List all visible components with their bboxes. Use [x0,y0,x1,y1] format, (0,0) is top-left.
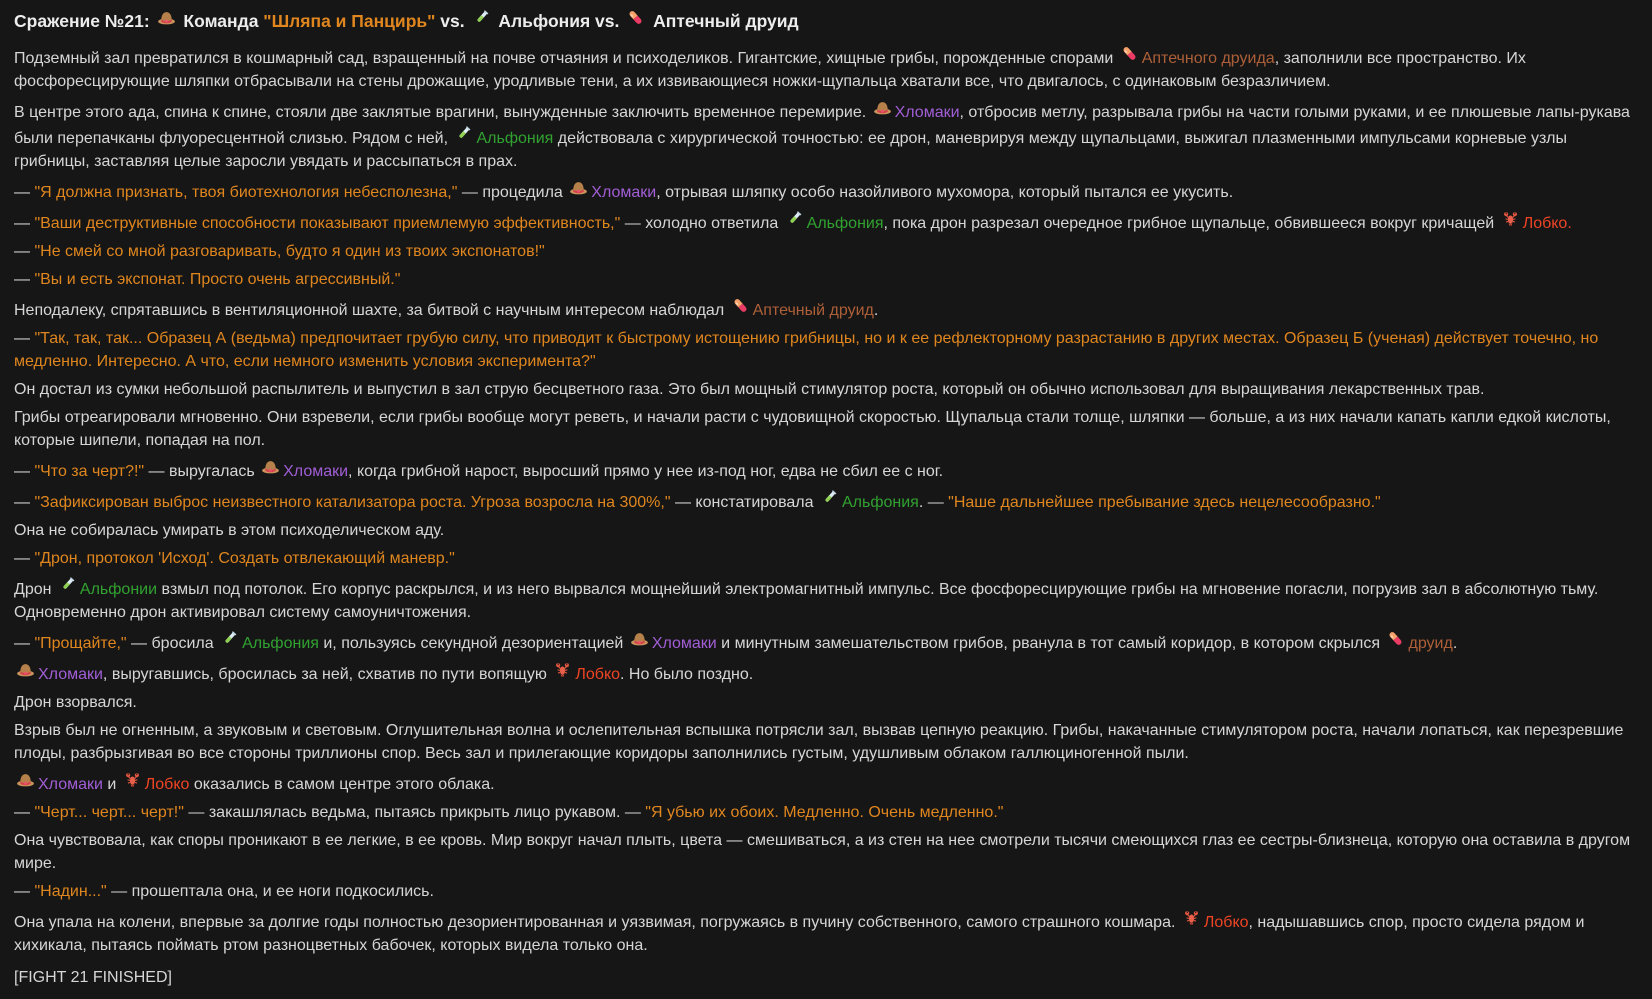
dialogue-quote: "Прощайте," [34,635,127,652]
narrative-text: — [14,883,35,900]
paragraph [14,268,1638,291]
mention-lobko: Лобко [144,776,190,793]
pill-icon [1386,629,1405,648]
paragraph [14,296,1638,322]
test-tube-icon [454,124,473,143]
mention-hlomaki: Хломаки [591,184,657,201]
lobster-icon [1182,908,1201,927]
paragraph [14,629,1638,655]
paragraph [14,691,1638,714]
team-name: "Шляпа и Панцирь" [263,11,436,31]
narrative-text: , заполнили все пространство. Их фосфоресцирующие шляпки отбрасывали на стены дрожащие, уродливые тени, а их извивающиеся ножки-щупальца хватали все, что двигалось, с одинаковым безразличием. [14,50,1526,90]
narrative-text: и, пользуясь секундной дезориентацией [318,635,628,652]
narrative-text: Взрыв был не огненным, а звуковым и световым. Оглушительная волна и ослепительная вспышка потрясли зал, вызвав цепную реакцию. Грибы, накачанные стимулятором роста, начали лопаться, как перезревшие плоды, разбрызгивая во все стороны триллионы спор. Весь зал и прилегающие коридоры заполнились густым, удушливым облаком галлюциногенной пыли. [14,722,1624,762]
hat-icon [157,8,176,27]
narrative-text: Дрон [14,581,56,598]
mention-hlomaki: Хломаки [651,635,717,652]
paragraph [14,829,1638,875]
dialogue-quote: "Вы и есть экспонат. Просто очень агрессивный." [34,271,401,288]
lobster-icon [553,660,572,679]
battle-narrative [14,44,1638,957]
paragraph [14,880,1638,903]
lobster-icon [123,770,142,789]
paragraph [14,660,1638,686]
title-text: Сражение №21: [14,11,155,31]
narrative-text: Дрон взорвался. [14,694,137,711]
test-tube-icon [820,488,839,507]
dialogue-quote: "Я убью их обоих. Медленно. Очень медленно." [645,804,1004,821]
narrative-text: — [14,463,35,480]
narrative-text: , отбросив метлу, разрывала грибы на части голыми руками, и ее плюшевые лапы-рукава были перепачканы флуоресцентной слизью. Рядом с ней, [14,104,1630,147]
narrative-text: . [873,302,879,319]
narrative-text: — бросила [126,635,219,652]
paragraph [14,719,1638,765]
fight-finished-status: [FIGHT 21 FINISHED] [14,969,172,986]
paragraph [14,770,1638,796]
dialogue-quote: "Зафиксирован выброс неизвестного катализатора роста. Угроза возросла на 300%," [34,494,671,511]
paragraph [14,240,1638,263]
mention-hlomaki: Хломаки [38,776,103,793]
narrative-text: — прошептала она, и ее ноги подкосились. [106,883,434,900]
hat-icon [261,457,280,476]
title-text: Аптечный друид [648,11,799,31]
narrative-text: . [1452,635,1458,652]
narrative-text: — [14,635,35,652]
hat-icon [630,629,649,648]
mention-druid: друид [1408,635,1453,652]
mention-alphonia: Альфония [841,494,919,511]
narrative-text: — констатировала [670,494,818,511]
paragraph [14,378,1638,401]
narrative-text: Она не собиралась умирать в этом психоделическом аду. [14,522,445,539]
narrative-text: Неподалеку, спрятавшись в вентиляционной шахте, за битвой с научным интересом наблюдал [14,302,729,319]
narrative-text: , отрывая шляпку особо назойливого мухомора, который пытался ее укусить. [656,184,1234,201]
narrative-text: — [14,215,35,232]
dialogue-quote: "Не смей со мной разговаривать, будто я один из твоих экспонатов!" [34,243,545,260]
battle-title [14,8,1638,34]
mention-alphonia: Альфонии [79,581,158,598]
mention-hlomaki: Хломаки [283,463,349,480]
narrative-text: — [14,243,35,260]
paragraph [14,908,1638,957]
test-tube-icon [220,629,239,648]
paragraph [14,801,1638,824]
dialogue-quote: "Так, так, так... Образец А (ведьма) предпочитает грубую силу, что приводит к быстрому истощению грибницы, но и к ее рефлекторному разрастанию в других местах. Образец Б (ученая) действует точечно, но медленно. Интересно. А что, если немного изменить условия эксперимента?" [14,330,1599,370]
narrative-text: — выругалась [144,463,260,480]
paragraph [14,406,1638,452]
paragraph [14,575,1638,624]
narrative-text: , выругавшись, бросилась за ней, схватив по пути вопящую [102,666,552,683]
pill-icon [626,8,645,27]
title-text: Альфония vs. [493,11,625,31]
narrative-text: . Но было поздно. [620,666,754,683]
mention-lobko: Лобко [1203,914,1249,931]
dialogue-quote: "Дрон, протокол 'Исход'. Создать отвлекающий маневр." [34,550,455,567]
narrative-text: и минутным замешательством грибов, рванула в тот самый коридор, в котором скрылся [716,635,1385,652]
narrative-text: — [14,804,35,821]
title-text: Команда [178,11,264,31]
narrative-text: — холодно ответила [620,215,783,232]
narrative-text: , надышавшись спор, просто сидела рядом и хихикала, пытаясь поймать ртом разноцветных бабочек, которых видела только она. [14,914,1585,954]
mention-alphonia: Альфония [242,635,319,652]
paragraph [14,519,1638,542]
dialogue-quote: "Наше дальнейшее пребывание здесь нецелесообразно." [948,494,1381,511]
narrative-text: — [14,330,35,347]
mention-alphonia: Альфония [806,215,884,232]
narrative-text: — процедила [457,184,568,201]
narrative-text: — закашлялась ведьма, пытаясь прикрыть лицо рукавом. — [183,804,646,821]
dialogue-quote: "Черт... черт... черт!" [34,804,184,821]
mention-alphonia: Альфония [476,130,554,147]
lobster-icon [1501,209,1520,228]
paragraph [14,327,1638,373]
dialogue-quote: "Что за черт?!" [34,463,145,480]
narrative-text: Она упала на колени, впервые за долгие годы полностью дезориентированная и уязвимая, погружаясь в пучину собственного, самого страшного кошмара. [14,914,1180,931]
pill-icon [1120,44,1139,63]
paragraph [14,547,1638,570]
mention-druid: Аптечный друид [752,302,874,319]
title-text: vs. [435,11,470,31]
mention-lobko: Лобко. [1522,215,1572,232]
hat-icon [873,98,892,117]
narrative-text: В центре этого ада, спина к спине, стояли две заклятые врагини, вынужденные заключить временное перемирие. [14,104,871,121]
mention-hlomaki: Хломаки [38,666,103,683]
paragraph [14,209,1638,235]
narrative-text: — [14,494,35,511]
narrative-text: и [102,776,121,793]
narrative-text: Он достал из сумки небольшой распылитель и выпустил в зал струю бесцветного газа. Это был мощный стимулятор роста, который он обычно использовал для выращивания лекарственных трав. [14,381,1485,398]
mention-lobko: Лобко [575,666,621,683]
narrative-text: — [14,271,35,288]
paragraph [14,98,1638,173]
narrative-text: — [14,550,35,567]
narrative-text: Грибы отреагировали мгновенно. Они взревели, если грибы вообще могут реветь, и начали расти с чудовищной скоростью. Щупальца стали толще, шляпки — больше, а из них начали капать капли едкой кислоты, которые шипели, попадая на пол. [14,409,1611,449]
narrative-text: взмыл под потолок. Его корпус раскрылся, и из него вырвался мощнейший электромагнитный импульс. Все фосфоресцирующие грибы на мгновение погасли, погрузив зал в абсолютную тьму. Одновременно дрон активировал систему самоуничтожения. [14,581,1599,621]
mention-hlomaki: Хломаки [894,104,960,121]
test-tube-icon [58,575,77,594]
paragraph [14,44,1638,93]
narrative-text: — [14,184,35,201]
narrative-text: , когда грибной нарост, выросший прямо у нее из-под ног, едва не сбил ее с ног. [348,463,944,480]
paragraph [14,457,1638,483]
narrative-text: Подземный зал превратился в кошмарный сад, взращенный на почве отчаяния и психоделиков. Гигантские, хищные грибы, порожденные спорами [14,50,1118,67]
mention-druid: Аптечного друида [1141,50,1275,67]
dialogue-quote: "Ваши деструктивные способности показывают приемлемую эффективность," [34,215,621,232]
narrative-text: . — [918,494,949,511]
narrative-text: , пока дрон разрезал очередное грибное щупальце, обвившееся вокруг кричащей [883,215,1499,232]
narrative-text: Она чувствовала, как споры проникают в ее легкие, в ее кровь. Мир вокруг начал плыть, цвета — смешиваться, а из стен на нее смотрели тысячи смеющихся глаз ее сестры-близнеца, которую она оставила в другом мире. [14,832,1631,872]
paragraph [14,178,1638,204]
narrative-text: оказались в самом центре этого облака. [189,776,495,793]
test-tube-icon [785,209,804,228]
hat-icon [16,660,35,679]
test-tube-icon [472,8,491,27]
hat-icon [569,178,588,197]
hat-icon [16,770,35,789]
dialogue-quote: "Надин..." [34,883,107,900]
dialogue-quote: "Я должна признать, твоя биотехнология небесполезна," [34,184,458,201]
paragraph [14,488,1638,514]
pill-icon [731,296,750,315]
narrative-text: действовала с хирургической точностью: ее дрон, маневрируя между щупальцами, выжигал плазменными импульсами корневые узлы грибницы, заставляя целые заросли увядать и рассыпаться в прах. [14,130,1567,170]
